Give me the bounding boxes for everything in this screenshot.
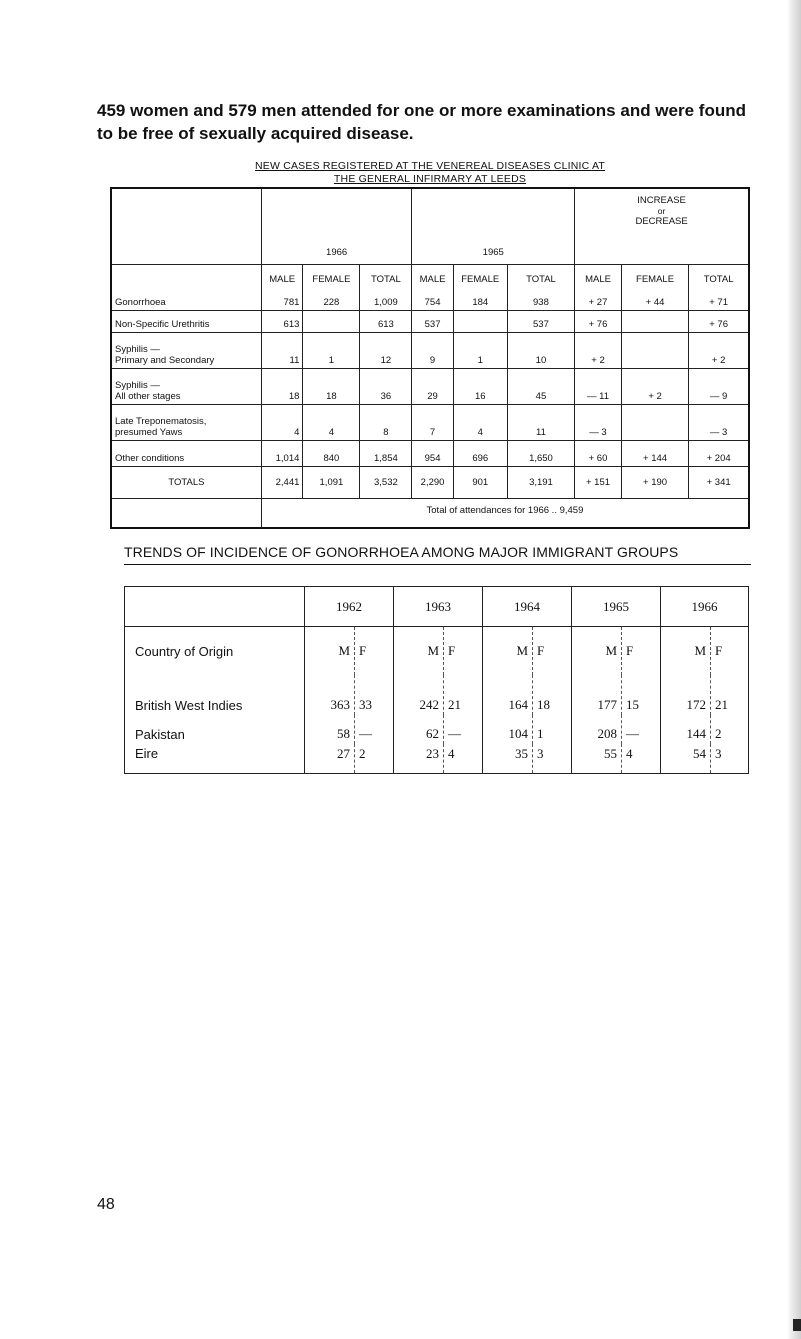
cell: FEMALE 184 xyxy=(453,264,507,310)
cell: 3,191 xyxy=(507,466,574,498)
f-header: F xyxy=(622,627,661,675)
cell: TOTAL 1,009 xyxy=(360,264,412,310)
female-count: 33 xyxy=(355,675,394,715)
cell: 11 xyxy=(507,404,574,440)
page-edge-shadow xyxy=(787,0,801,1339)
intro-paragraph: 459 women and 579 men attended for one or more examinations and were found to be free of sexually acquired disease. xyxy=(97,101,746,143)
table1-title-line2: THE GENERAL INFIRMARY AT LEEDS xyxy=(333,173,527,185)
cell: MALE + 27 xyxy=(575,264,622,310)
country-name: Pakistan xyxy=(125,715,305,744)
cell: 1,014 xyxy=(261,440,302,466)
cell: 45 xyxy=(507,368,574,404)
male-count: 58 xyxy=(305,715,355,744)
cell: + 204 xyxy=(689,440,749,466)
male-count: 144 xyxy=(661,715,711,744)
year-header-blank xyxy=(125,587,305,627)
totals-label: TOTALS xyxy=(111,466,261,498)
female-count: 4 xyxy=(444,744,483,774)
cell: 12 xyxy=(360,332,412,368)
cell: + 60 xyxy=(575,440,622,466)
table2-title: TRENDS OF INCIDENCE OF GONORRHOEA AMONG MAJOR IMMIGRANT GROUPS xyxy=(124,544,679,560)
cell: 537 xyxy=(507,310,574,332)
cell: TOTAL 938 xyxy=(507,264,574,310)
cell: 1 xyxy=(453,332,507,368)
cell: 18 xyxy=(261,368,302,404)
cell: + 151 xyxy=(575,466,622,498)
cell xyxy=(621,332,688,368)
male-count: 55 xyxy=(572,744,622,774)
cell xyxy=(621,310,688,332)
female-count: 15 xyxy=(622,675,661,715)
female-count: 2 xyxy=(711,715,749,744)
table1-title-line1: NEW CASES REGISTERED AT THE VENEREAL DISEASES CLINIC AT xyxy=(254,160,605,172)
m-header: M xyxy=(394,627,444,675)
male-count: 177 xyxy=(572,675,622,715)
cell: 10 xyxy=(507,332,574,368)
row-label: Late Treponematosis, presumed Yaws xyxy=(111,404,261,440)
footer-blank xyxy=(111,498,261,528)
country-header: Country of Origin xyxy=(125,627,305,675)
year-header: 1962 xyxy=(305,587,394,627)
f-header: F xyxy=(444,627,483,675)
cell: MALE 754 xyxy=(412,264,453,310)
female-count: — xyxy=(444,715,483,744)
cell: TOTAL + 71 xyxy=(689,264,749,310)
cell: 18 xyxy=(303,368,360,404)
male-count: 208 xyxy=(572,715,622,744)
country-name: British West Indies xyxy=(125,675,305,715)
cell xyxy=(303,310,360,332)
male-count: 172 xyxy=(661,675,711,715)
cell: 696 xyxy=(453,440,507,466)
cell: 4 xyxy=(303,404,360,440)
m-header: M xyxy=(572,627,622,675)
female-count: — xyxy=(355,715,394,744)
male-count: 23 xyxy=(394,744,444,774)
header-blank xyxy=(111,188,261,264)
year-header-1965: 1965 xyxy=(412,188,575,264)
cell xyxy=(621,404,688,440)
male-count: 35 xyxy=(483,744,533,774)
female-count: 2 xyxy=(355,744,394,774)
page-number: 48 xyxy=(97,1196,115,1213)
cell: — 9 xyxy=(689,368,749,404)
scan-corner-mark xyxy=(793,1319,801,1331)
cell: 7 xyxy=(412,404,453,440)
cell: 901 xyxy=(453,466,507,498)
m-header: M xyxy=(483,627,533,675)
cell: 4 xyxy=(453,404,507,440)
f-header: F xyxy=(533,627,572,675)
cell: 8 xyxy=(360,404,412,440)
f-header: F xyxy=(711,627,749,675)
cell: 1,854 xyxy=(360,440,412,466)
cell: + 144 xyxy=(621,440,688,466)
f-header: F xyxy=(355,627,394,675)
cell: + 2 xyxy=(689,332,749,368)
cell: 29 xyxy=(412,368,453,404)
female-count: 18 xyxy=(533,675,572,715)
female-count: 3 xyxy=(711,744,749,774)
cell: — 3 xyxy=(689,404,749,440)
cell: + 76 xyxy=(575,310,622,332)
cell: FEMALE 228 xyxy=(303,264,360,310)
cell: 4 xyxy=(261,404,302,440)
row-label: Syphilis — Primary and Secondary xyxy=(111,332,261,368)
year-header: 1966 xyxy=(661,587,749,627)
female-count: 4 xyxy=(622,744,661,774)
cell: 613 xyxy=(360,310,412,332)
cell: 1,091 xyxy=(303,466,360,498)
title-rule xyxy=(124,564,751,565)
cell xyxy=(453,310,507,332)
cell: — 11 xyxy=(575,368,622,404)
cell: 9 xyxy=(412,332,453,368)
male-count: 27 xyxy=(305,744,355,774)
row-label: Other conditions xyxy=(111,440,261,466)
cell: + 76 xyxy=(689,310,749,332)
new-cases-table xyxy=(110,187,750,529)
cell: + 341 xyxy=(689,466,749,498)
male-count: 242 xyxy=(394,675,444,715)
female-count: — xyxy=(622,715,661,744)
cell: 537 xyxy=(412,310,453,332)
year-header-1966: 1966 xyxy=(261,188,411,264)
attendance-total: Total of attendances for 1966 .. 9,459 xyxy=(261,498,749,528)
year-header: 1965 xyxy=(572,587,661,627)
male-count: 62 xyxy=(394,715,444,744)
cell: — 3 xyxy=(575,404,622,440)
cell: 2,290 xyxy=(412,466,453,498)
cell: + 190 xyxy=(621,466,688,498)
cell: 3,532 xyxy=(360,466,412,498)
cell: 16 xyxy=(453,368,507,404)
cell: 1 xyxy=(303,332,360,368)
row-label: Non-Specific Urethritis xyxy=(111,310,261,332)
year-header: 1963 xyxy=(394,587,483,627)
cell: MALE 781 xyxy=(261,264,302,310)
cell: 613 xyxy=(261,310,302,332)
change-header: INCREASE or DECREASE xyxy=(575,188,749,264)
m-header: M xyxy=(305,627,355,675)
female-count: 3 xyxy=(533,744,572,774)
row-label: Syphilis — All other stages xyxy=(111,368,261,404)
male-count: 104 xyxy=(483,715,533,744)
cell: 36 xyxy=(360,368,412,404)
cell: + 2 xyxy=(621,368,688,404)
female-count: 1 xyxy=(533,715,572,744)
cell: FEMALE + 44 xyxy=(621,264,688,310)
country-name: Eire xyxy=(125,744,305,774)
male-count: 164 xyxy=(483,675,533,715)
m-header: M xyxy=(661,627,711,675)
female-count: 21 xyxy=(444,675,483,715)
immigrant-trends-table xyxy=(124,586,749,774)
cell: 840 xyxy=(303,440,360,466)
male-count: 54 xyxy=(661,744,711,774)
row-label: Gonorrhoea xyxy=(111,264,261,310)
cell: 11 xyxy=(261,332,302,368)
cell: 2,441 xyxy=(261,466,302,498)
cell: + 2 xyxy=(575,332,622,368)
female-count: 21 xyxy=(711,675,749,715)
cell: 954 xyxy=(412,440,453,466)
male-count: 363 xyxy=(305,675,355,715)
cell: 1,650 xyxy=(507,440,574,466)
year-header: 1964 xyxy=(483,587,572,627)
